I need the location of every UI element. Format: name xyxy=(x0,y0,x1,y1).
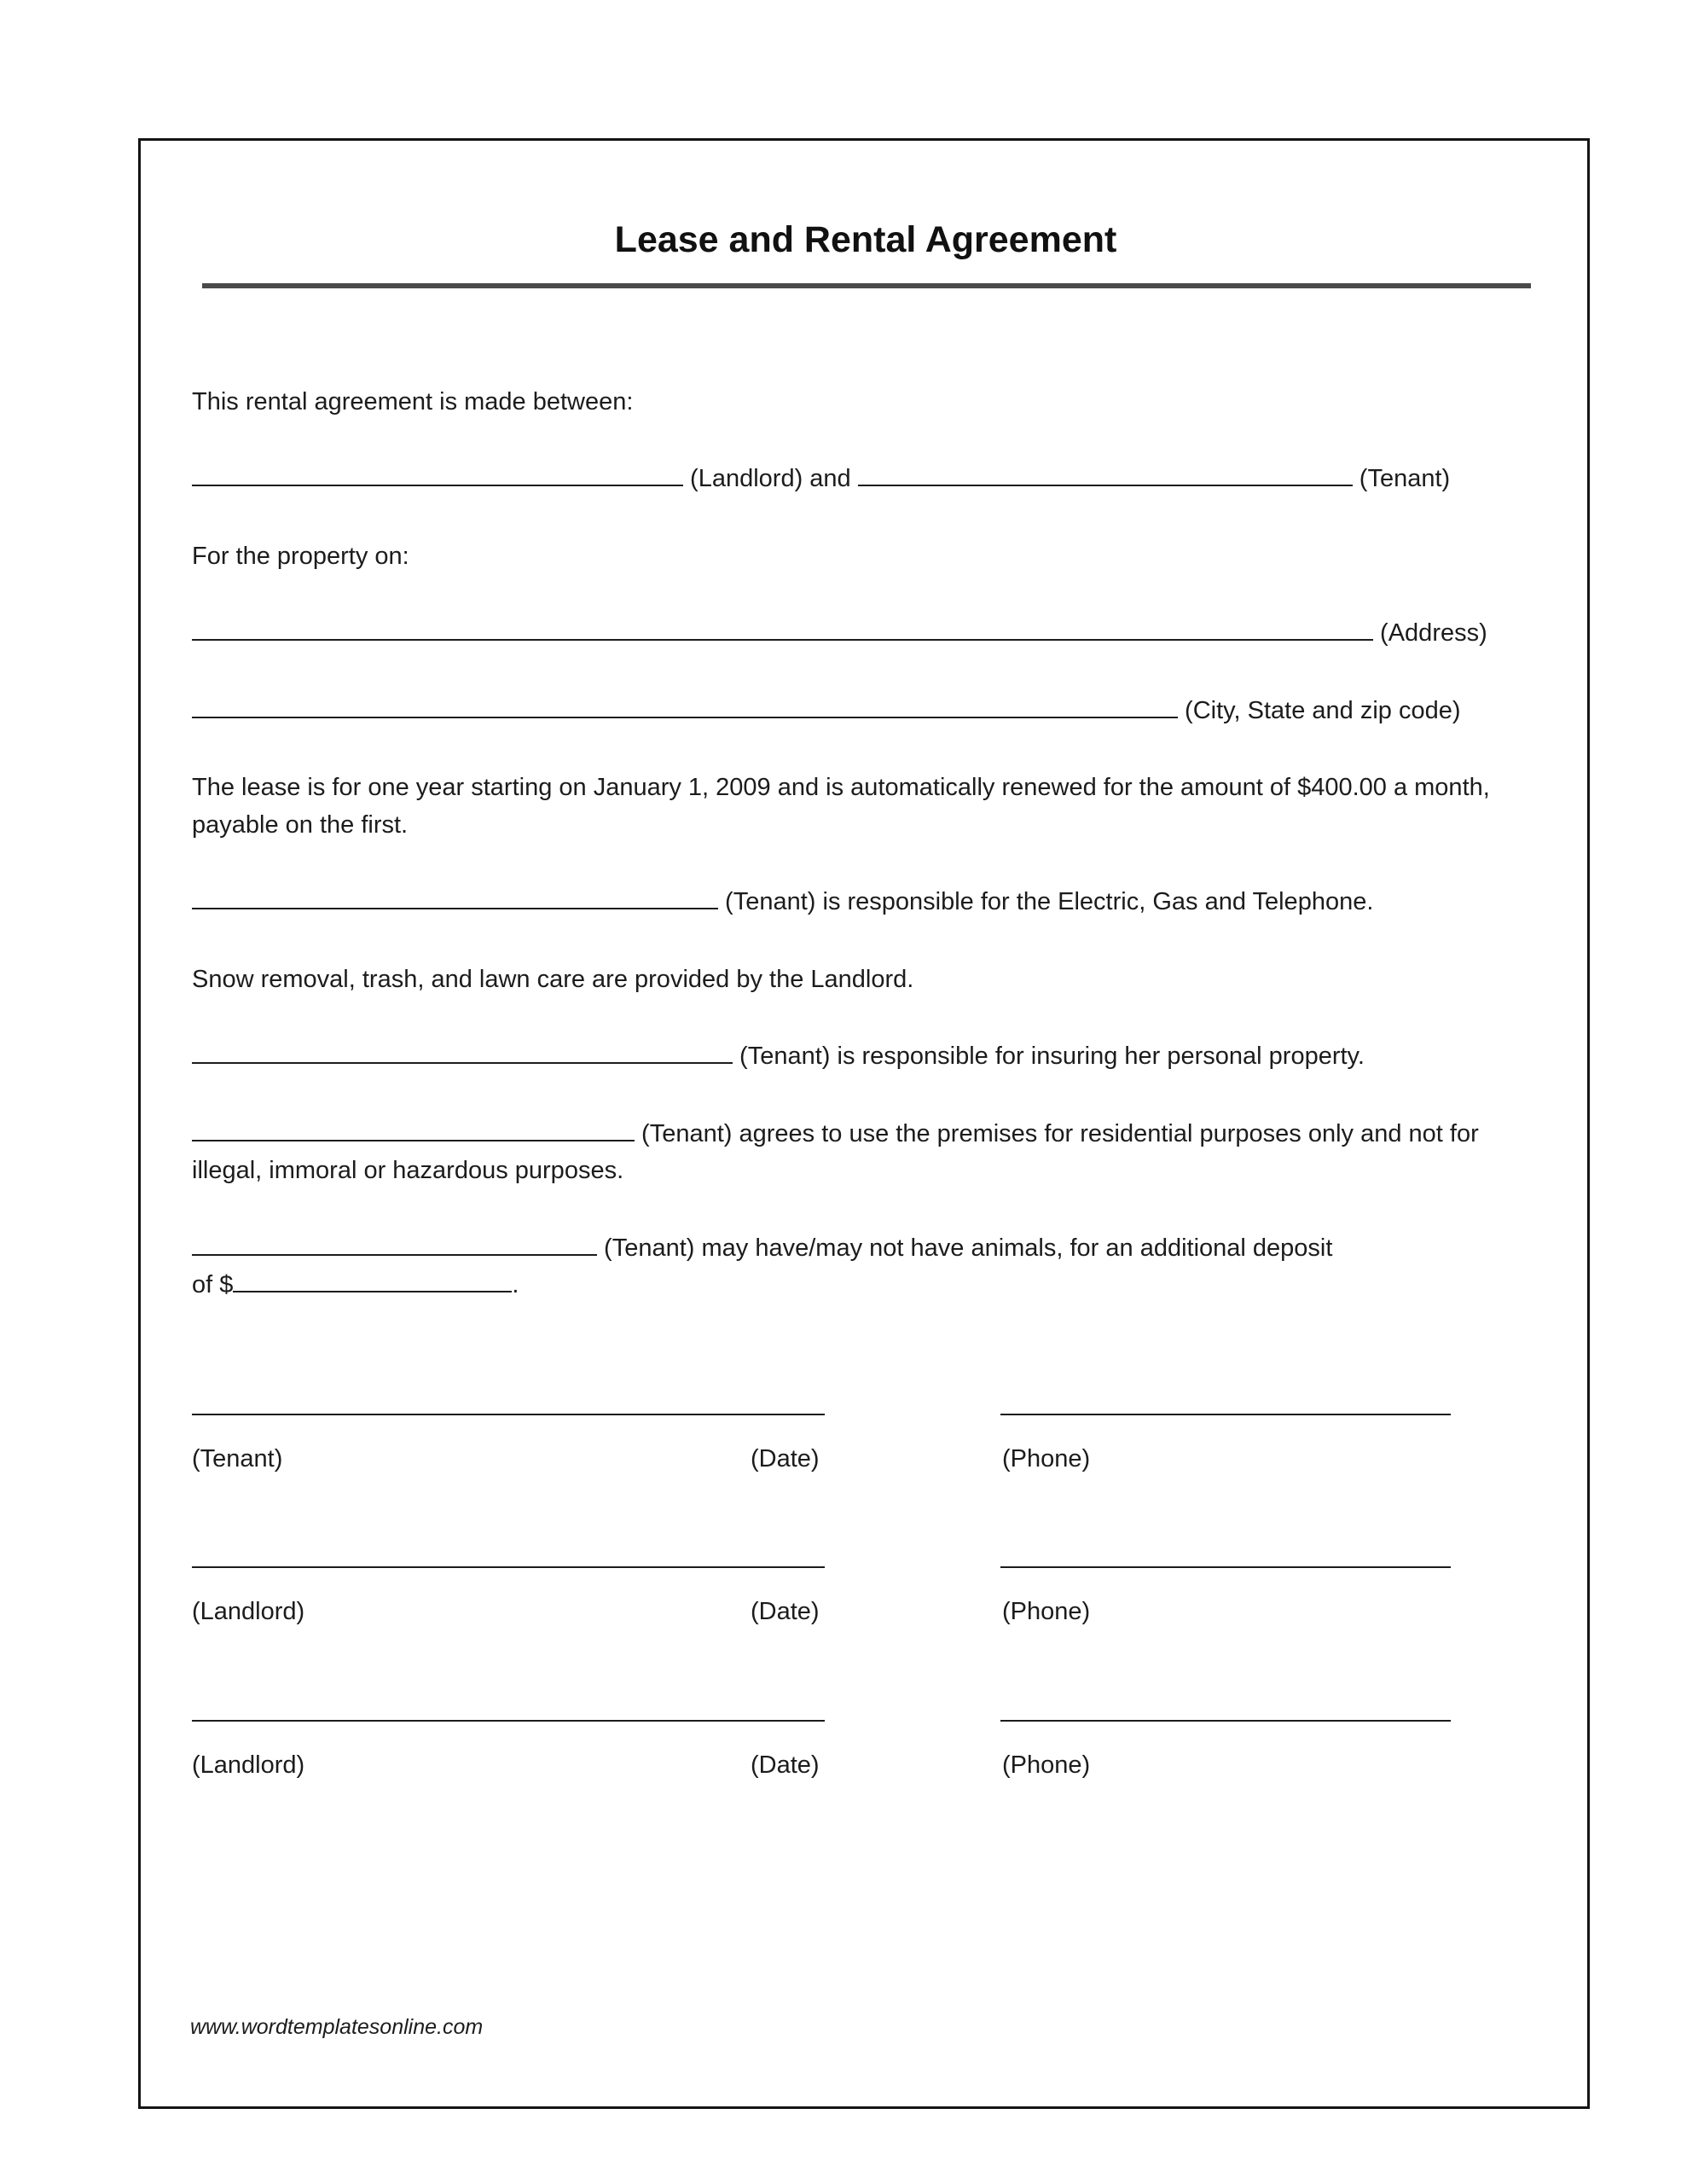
landlord-phone-line xyxy=(1000,1720,1451,1722)
deposit-amount-field xyxy=(233,1267,512,1292)
insurance-text: (Tenant) is responsible for insuring her personal property. xyxy=(733,1043,1365,1070)
landlord-label: (Landlord) and xyxy=(683,465,858,492)
signature-gap xyxy=(825,1566,1000,1568)
animals-text: (Tenant) may have/may not have animals, for an additional deposit xyxy=(597,1234,1333,1262)
signature-labels xyxy=(192,1747,1539,1785)
utilities-tenant-field xyxy=(192,884,718,909)
signature-block-landlord-2 xyxy=(192,1720,1539,1785)
signature-lines xyxy=(192,1720,1539,1722)
signature-lines xyxy=(192,1414,1539,1415)
tenant-phone-line xyxy=(1000,1414,1451,1415)
website-footer: www.wordtemplatesonline.com xyxy=(190,2015,484,2039)
utilities-text: (Tenant) is responsible for the Electric, Gas and Telephone. xyxy=(718,888,1374,915)
landlord-name-field xyxy=(192,461,683,486)
insurance-line xyxy=(192,1038,1539,1076)
signature-labels xyxy=(192,1594,1539,1631)
document-page xyxy=(138,138,1590,2109)
deposit-period: . xyxy=(512,1271,519,1298)
city-state-zip-field xyxy=(192,693,1178,718)
signature-role-label: (Landlord) xyxy=(192,1598,305,1625)
property-heading: For the property on: xyxy=(192,542,409,570)
signature-labels xyxy=(192,1441,1539,1478)
signature-block-landlord-1 xyxy=(192,1566,1539,1631)
signature-block-tenant xyxy=(192,1414,1539,1478)
residential-use-paragraph xyxy=(192,1116,1539,1190)
signature-role-label: (Tenant) xyxy=(192,1444,283,1472)
landlord-signature-line xyxy=(192,1566,825,1568)
signature-section xyxy=(192,1414,1539,1785)
animals-tenant-field xyxy=(192,1230,597,1256)
signature-gap xyxy=(825,1414,1000,1415)
landlord-phone-line xyxy=(1000,1566,1451,1568)
landlord-signature-line xyxy=(192,1720,825,1722)
residential-text: (Tenant) agrees to use the premises for residential purposes only and not for illegal, immoral or hazardous purposes. xyxy=(192,1119,1479,1184)
landlord-services-line: Snow removal, trash, and lawn care are provided by the Landlord. xyxy=(192,965,914,993)
insurance-tenant-field xyxy=(192,1038,733,1064)
date-label: (Date) xyxy=(751,1598,820,1625)
intro-line: This rental agreement is made between: xyxy=(192,387,634,415)
address-label: (Address) xyxy=(1373,619,1487,647)
tenant-label: (Tenant) xyxy=(1352,465,1451,492)
phone-label: (Phone) xyxy=(1002,1751,1091,1779)
document-content xyxy=(141,141,1587,1784)
deposit-prefix: of $ xyxy=(192,1271,234,1298)
animals-paragraph xyxy=(192,1230,1539,1304)
date-label: (Date) xyxy=(751,1444,820,1472)
address-line xyxy=(192,615,1539,653)
signature-gap xyxy=(825,1720,1000,1722)
date-label: (Date) xyxy=(751,1751,820,1779)
phone-label: (Phone) xyxy=(1002,1598,1091,1625)
document-title: Lease and Rental Agreement xyxy=(614,219,1117,260)
signature-role-label: (Landlord) xyxy=(192,1751,305,1779)
address-field xyxy=(192,615,1373,641)
utilities-line xyxy=(192,884,1539,921)
signature-lines xyxy=(192,1566,1539,1568)
tenant-signature-line xyxy=(192,1414,825,1415)
city-line xyxy=(192,693,1539,730)
parties-line xyxy=(192,461,1539,498)
city-state-zip-label: (City, State and zip code) xyxy=(1178,696,1461,724)
title-rule xyxy=(202,283,1531,288)
phone-label: (Phone) xyxy=(1002,1444,1091,1472)
residential-tenant-field xyxy=(192,1116,635,1141)
tenant-name-field xyxy=(858,461,1353,486)
lease-terms-paragraph: The lease is for one year starting on January 1, 2009 and is automatically renewed for the amount of $400.00 a month, payable on the first. xyxy=(192,774,1490,839)
